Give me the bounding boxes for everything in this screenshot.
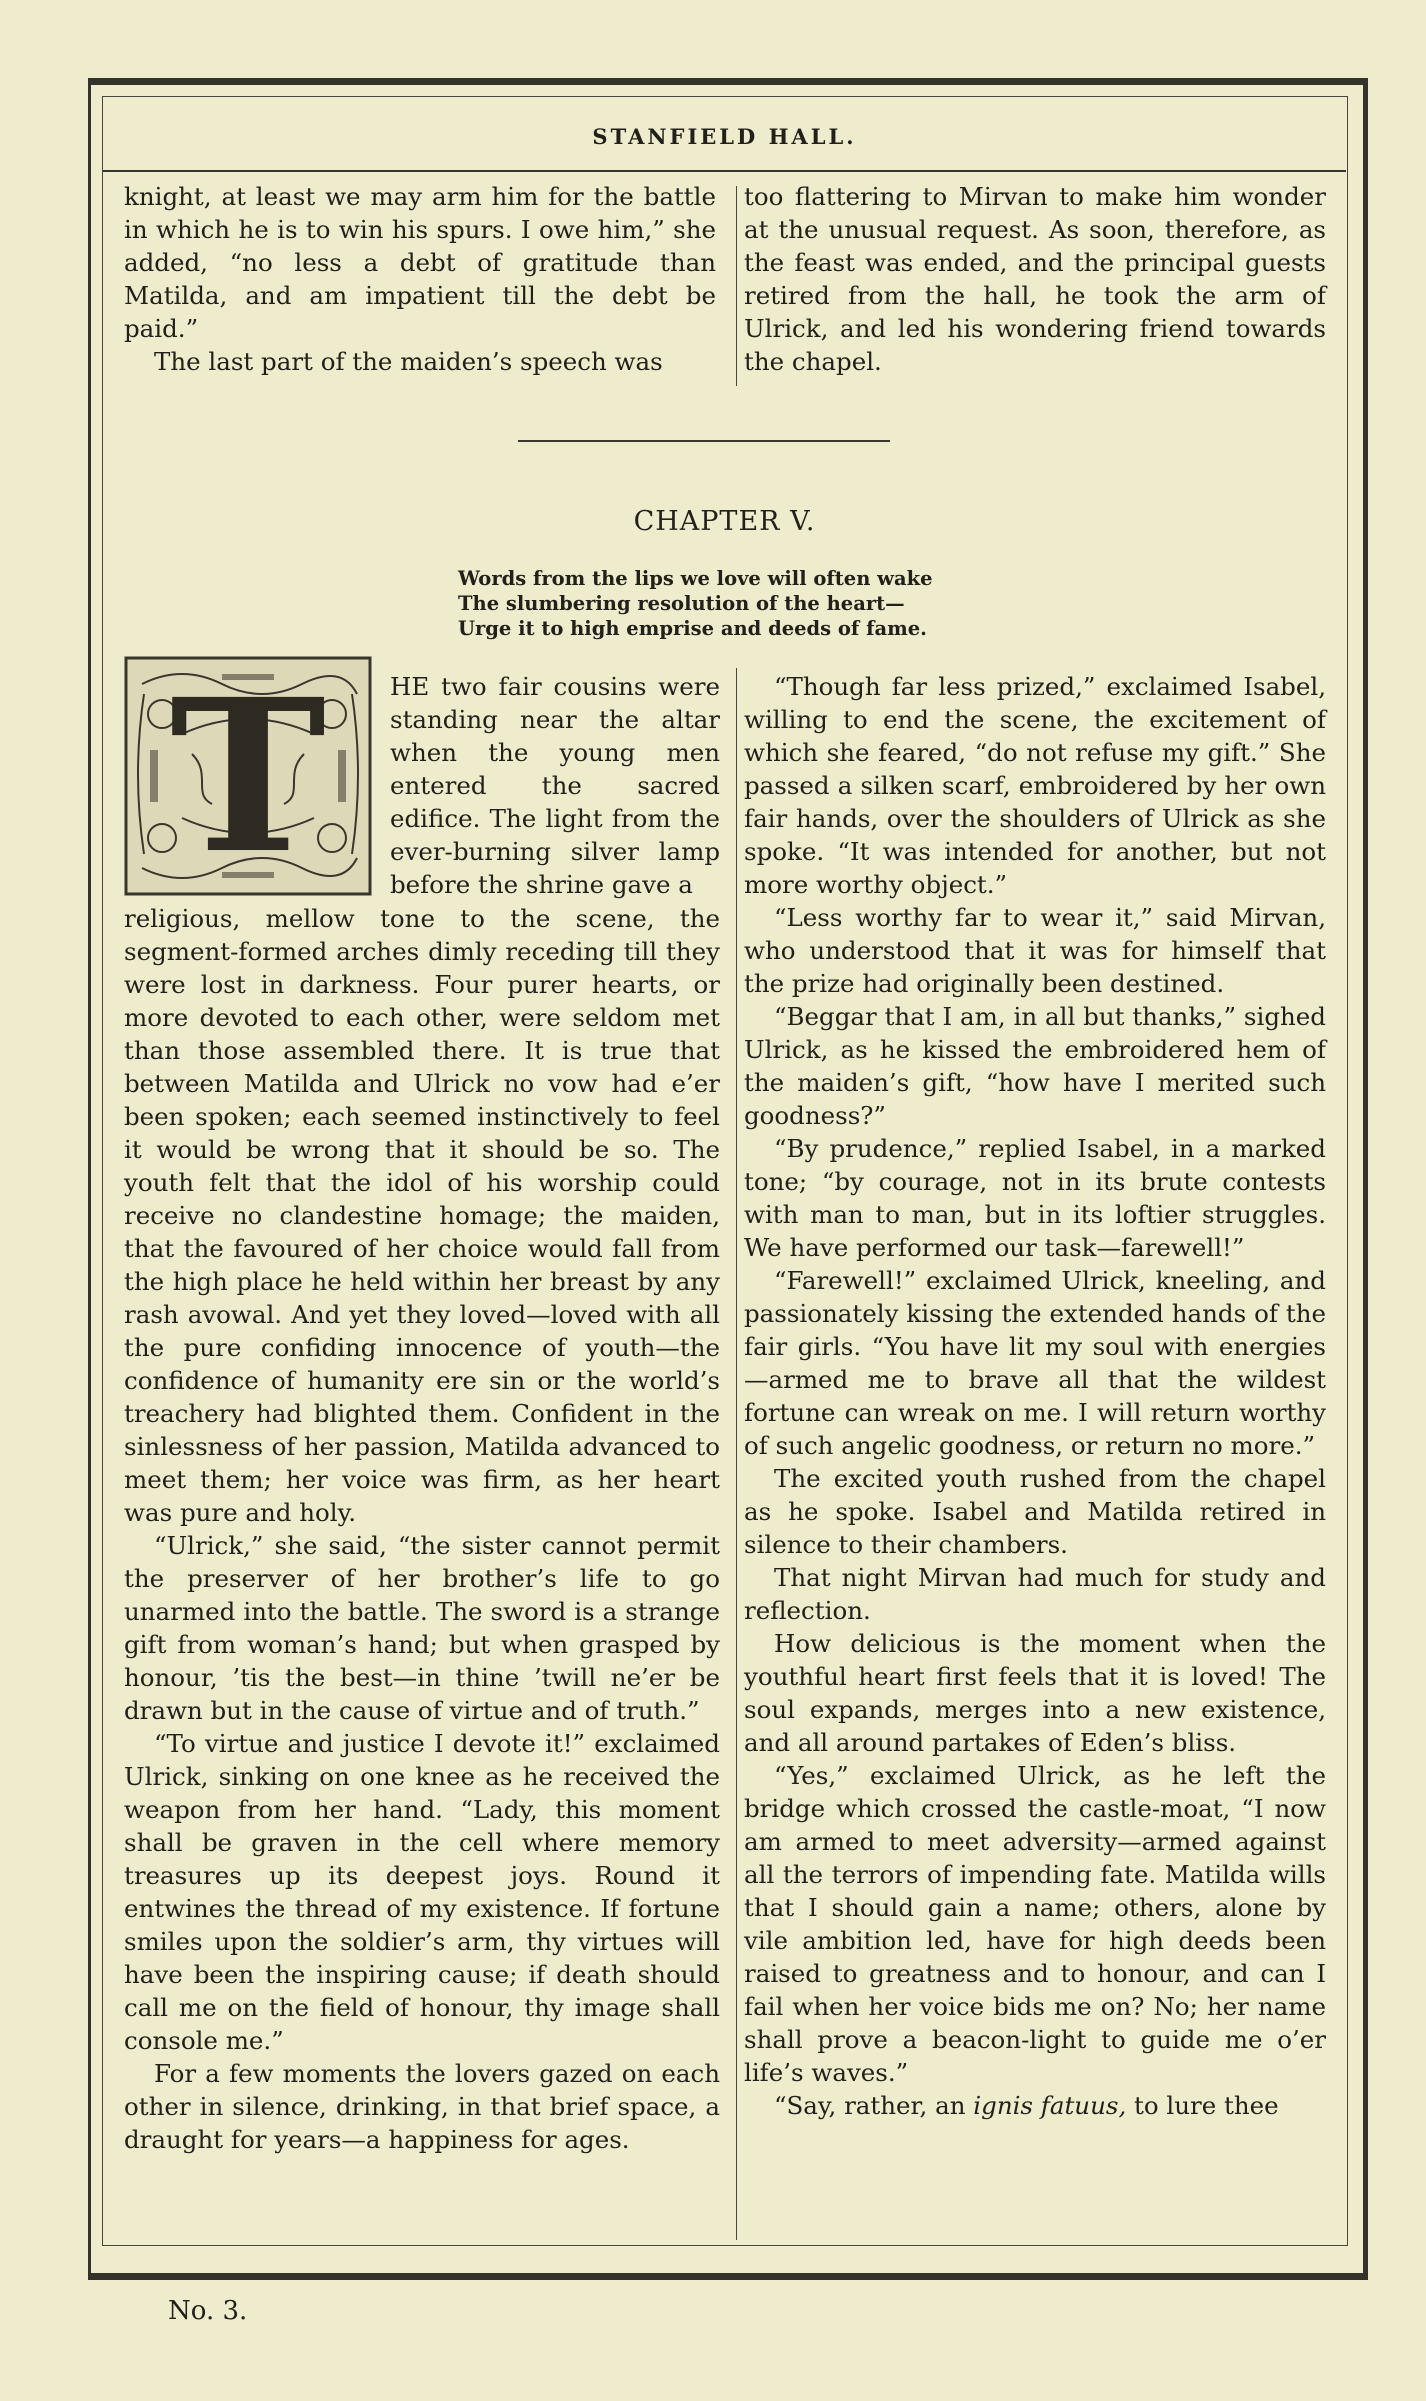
- paragraph: “By prudence,” replied Isabel, in a marked tone; “by courage, not in its brute contests with man to man, but in its loftier struggles. We have performed our task—farewell!”: [744, 1134, 1326, 1262]
- epigraph: [458, 566, 1058, 641]
- paragraph: “Ulrick,” she said, “the sister cannot permit the preserver of her brother’s life to go unarmed into the battle. The sword is a strange gift from woman’s hand; but when grasped by honour, ’tis the best—in thine ’twill ne’er be drawn but in the cause of virtue and of truth.”: [124, 1531, 720, 1725]
- top-left-column: [124, 180, 716, 378]
- last-line-end: to lure thee: [1126, 2091, 1279, 2120]
- paragraph: “Farewell!” exclaimed Ulrick, kneeling, and passionately kissing the extended hands of the fair girls. “You have lit my soul with energies—armed me to brave all that the wildest fortune can wreak on me. I will return worthy of such angelic goodness, or return no more.”: [744, 1266, 1326, 1460]
- issue-number: No. 3.: [168, 2296, 248, 2326]
- epigraph-line: Urge it to high emprise and deeds of fame.: [458, 617, 927, 640]
- paragraph: religious, mellow tone to the scene, the segment-formed arches dimly receding till they were lost in darkness. Four purer hearts, or more devoted to each other, were seldom met than those assembled there. It is true that between Matilda and Ulrick no vow had e’er been spoken; each seemed instinctively to feel it would be wrong that it should be so. The youth felt that the idol of his worship could receive no clandestine homage; the maiden, that the favoured of her choice would fall from the high place he held within her breast by any rash avowal. And yet they loved—loved with all the pure confiding innocence of youth—the confidence of humanity ere sin or the world’s treachery had blighted them. Confident in the sinlessness of her passion, Matilda advanced to meet them; her voice was firm, as her heart was pure and holy.: [124, 904, 720, 1527]
- paragraph: The excited youth rushed from the chapel as he spoke. Isabel and Matilda retired in silence to their chambers.: [744, 1464, 1326, 1559]
- paragraph: For a few moments the lovers gazed on each other in silence, drinking, in that brief space, a draught for years—a happiness for ages.: [124, 2059, 720, 2154]
- paragraph: How delicious is the moment when the youthful heart first feels that it is loved! The soul expands, merges into a new existence, and all around partakes of Eden’s bliss.: [744, 1629, 1326, 1757]
- paragraph: knight, at least we may arm him for the battle in which he is to win his spurs. I owe him,” she added, “no less a debt of gratitude than Matilda, and am impatient till the debt be paid.”: [124, 182, 716, 343]
- paragraph: The last part of the maiden’s speech was: [154, 347, 663, 376]
- chapter-separator-rule: [518, 440, 890, 442]
- main-column-divider: [736, 668, 737, 2240]
- paragraph: too flattering to Mirvan to make him wonder at the unusual request. As soon, therefore, as the feast was ended, and the principal guests retired from the hall, he took the arm of Ulrick, and led his wondering friend towards the chapel.: [744, 182, 1326, 376]
- paragraph: “Though far less prized,” exclaimed Isabel, willing to end the scene, the excitement of which she feared, “do not refuse my gift.” She passed a silken scarf, embroidered by her own fair hands, over the shoulders of Ulrick as she spoke. “It was intended for another, but not more worthy object.”: [744, 672, 1326, 899]
- last-line-start: “Say, rather, an: [774, 2091, 974, 2120]
- epigraph-line: Words from the lips we love will often wake: [458, 567, 933, 590]
- top-right-column: [744, 180, 1326, 378]
- left-column: [124, 902, 720, 2156]
- last-line-italic: ignis fatuus,: [973, 2091, 1127, 2120]
- paragraph: “Less worthy far to wear it,” said Mirvan, who understood that it was for himself that the prize had originally been destined.: [744, 903, 1326, 998]
- top-column-divider: [736, 186, 737, 386]
- drop-cap-letter: T: [169, 652, 327, 900]
- right-column: [744, 670, 1326, 2122]
- chapter-title: CHAPTER V.: [633, 506, 816, 537]
- paragraph: “Yes,” exclaimed Ulrick, as he left the bridge which crossed the castle-moat, “I now am armed to meet adversity—armed against all the terrors of impending fate. Matilda wills that I should gain a name; others, alone by vile ambition led, have for high deeds been raised to greatness and to honour, and can I fail when her voice bids me on? No; her name shall prove a beacon-light to guide me o’er life’s waves.”: [744, 1761, 1326, 2087]
- header-rule: [103, 170, 1346, 172]
- ornamental-drop-cap: [122, 654, 374, 898]
- paragraph: “To virtue and justice I devote it!” exclaimed Ulrick, sinking on one knee as he received the weapon from her hand. “Lady, this moment shall be graven in the cell where memory treasures up its deepest joys. Round it entwines the thread of my existence. If fortune smiles upon the soldier’s arm, thy virtues will have been the inspiring cause; if death should call me on the field of honour, thy image shall console me.”: [124, 1729, 720, 2055]
- paragraph: “Beggar that I am, in all but thanks,” sighed Ulrick, as he kissed the embroidered hem of the maiden’s gift, “how have I merited such goodness?”: [744, 1002, 1326, 1130]
- paragraph-last-line: [744, 2089, 1326, 2122]
- running-head: STANFIELD HALL.: [592, 124, 857, 149]
- drop-cap-text: HE two fair cousins were standing near the altar when the young men entered the sacred edifice. The light from the ever-burning silver lamp before the shrine gave a: [390, 672, 720, 899]
- paragraph: That night Mirvan had much for study and reflection.: [744, 1563, 1326, 1625]
- epigraph-line: The slumbering resolution of the heart—: [458, 592, 905, 615]
